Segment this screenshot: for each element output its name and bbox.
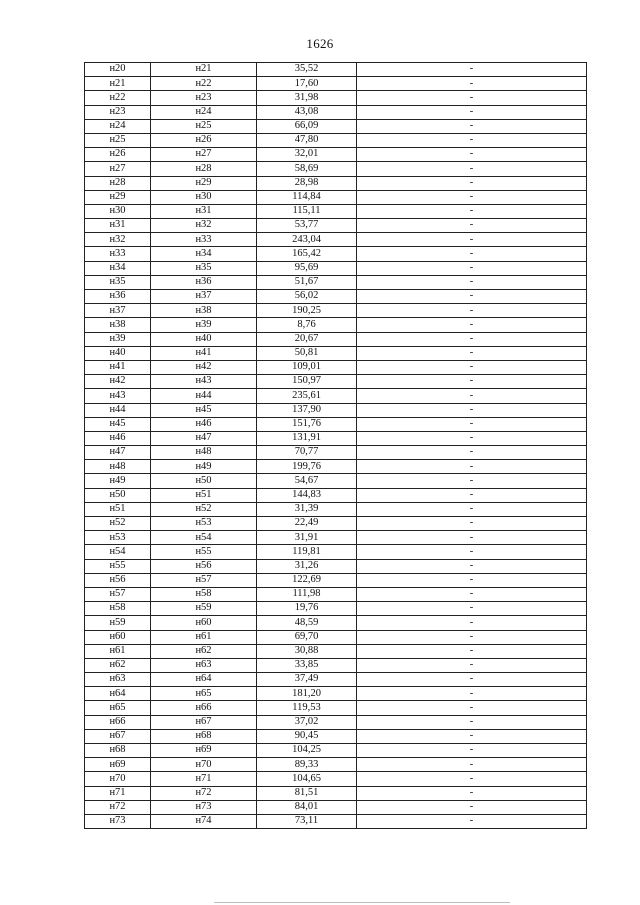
to-point-cell: н69	[151, 744, 257, 758]
table-row	[85, 431, 587, 445]
from-point-cell: н67	[85, 729, 151, 743]
from-point-cell: н59	[85, 616, 151, 630]
distance-cell: 119,81	[257, 545, 357, 559]
note-cell: -	[357, 488, 587, 502]
note-cell: -	[357, 545, 587, 559]
from-point-cell: н49	[85, 474, 151, 488]
from-point-cell: н34	[85, 261, 151, 275]
to-point-cell: н42	[151, 360, 257, 374]
to-point-cell: н71	[151, 772, 257, 786]
to-point-cell: н27	[151, 148, 257, 162]
to-point-cell: н56	[151, 559, 257, 573]
note-cell: -	[357, 531, 587, 545]
to-point-cell: н22	[151, 77, 257, 91]
distance-cell: 151,76	[257, 417, 357, 431]
distance-cell: 243,04	[257, 233, 357, 247]
from-point-cell: н69	[85, 758, 151, 772]
distance-cell: 150,97	[257, 375, 357, 389]
table-row	[85, 417, 587, 431]
from-point-cell: н46	[85, 431, 151, 445]
to-point-cell: н41	[151, 346, 257, 360]
note-cell: -	[357, 346, 587, 360]
distance-cell: 190,25	[257, 304, 357, 318]
distance-cell: 31,39	[257, 502, 357, 516]
from-point-cell: н70	[85, 772, 151, 786]
note-cell: -	[357, 616, 587, 630]
table-row	[85, 119, 587, 133]
page-bottom-mark	[214, 902, 510, 903]
to-point-cell: н51	[151, 488, 257, 502]
distance-cell: 37,49	[257, 673, 357, 687]
distance-cell: 104,25	[257, 744, 357, 758]
table-row	[85, 602, 587, 616]
distance-cell: 181,20	[257, 687, 357, 701]
table-row	[85, 517, 587, 531]
table-row	[85, 673, 587, 687]
from-point-cell: н36	[85, 290, 151, 304]
from-point-cell: н52	[85, 517, 151, 531]
table-row	[85, 233, 587, 247]
note-cell: -	[357, 304, 587, 318]
distance-cell: 50,81	[257, 346, 357, 360]
note-cell: -	[357, 658, 587, 672]
to-point-cell: н30	[151, 190, 257, 204]
note-cell: -	[357, 290, 587, 304]
to-point-cell: н66	[151, 701, 257, 715]
note-cell: -	[357, 517, 587, 531]
from-point-cell: н38	[85, 318, 151, 332]
table-row	[85, 644, 587, 658]
note-cell: -	[357, 729, 587, 743]
distance-cell: 84,01	[257, 800, 357, 814]
to-point-cell: н58	[151, 587, 257, 601]
from-point-cell: н71	[85, 786, 151, 800]
to-point-cell: н65	[151, 687, 257, 701]
to-point-cell: н26	[151, 133, 257, 147]
distance-cell: 19,76	[257, 602, 357, 616]
distance-cell: 111,98	[257, 587, 357, 601]
distance-cell: 47,80	[257, 133, 357, 147]
note-cell: -	[357, 744, 587, 758]
table-row	[85, 63, 587, 77]
table-row	[85, 800, 587, 814]
to-point-cell: н68	[151, 729, 257, 743]
from-point-cell: н68	[85, 744, 151, 758]
table-row	[85, 360, 587, 374]
note-cell: -	[357, 573, 587, 587]
from-point-cell: н62	[85, 658, 151, 672]
table-row	[85, 91, 587, 105]
distance-cell: 33,85	[257, 658, 357, 672]
distance-cell: 54,67	[257, 474, 357, 488]
note-cell: -	[357, 204, 587, 218]
table-row	[85, 729, 587, 743]
boundary-points-table	[84, 62, 587, 829]
from-point-cell: н25	[85, 133, 151, 147]
note-cell: -	[357, 275, 587, 289]
to-point-cell: н32	[151, 219, 257, 233]
table-row	[85, 474, 587, 488]
distance-cell: 37,02	[257, 715, 357, 729]
from-point-cell: н39	[85, 332, 151, 346]
note-cell: -	[357, 587, 587, 601]
from-point-cell: н54	[85, 545, 151, 559]
distance-cell: 199,76	[257, 460, 357, 474]
note-cell: -	[357, 502, 587, 516]
from-point-cell: н72	[85, 800, 151, 814]
note-cell: -	[357, 687, 587, 701]
distance-cell: 235,61	[257, 389, 357, 403]
from-point-cell: н73	[85, 814, 151, 828]
from-point-cell: н29	[85, 190, 151, 204]
table-row	[85, 403, 587, 417]
to-point-cell: н37	[151, 290, 257, 304]
table-row	[85, 502, 587, 516]
distance-cell: 144,83	[257, 488, 357, 502]
page-number: 1626	[306, 36, 334, 51]
distance-cell: 31,98	[257, 91, 357, 105]
note-cell: -	[357, 318, 587, 332]
table-row	[85, 219, 587, 233]
to-point-cell: н70	[151, 758, 257, 772]
note-cell: -	[357, 77, 587, 91]
to-point-cell: н74	[151, 814, 257, 828]
table-row	[85, 545, 587, 559]
distance-cell: 137,90	[257, 403, 357, 417]
note-cell: -	[357, 105, 587, 119]
note-cell: -	[357, 261, 587, 275]
note-cell: -	[357, 772, 587, 786]
to-point-cell: н28	[151, 162, 257, 176]
to-point-cell: н34	[151, 247, 257, 261]
table-row	[85, 290, 587, 304]
distance-cell: 95,69	[257, 261, 357, 275]
note-cell: -	[357, 219, 587, 233]
distance-cell: 104,65	[257, 772, 357, 786]
note-cell: -	[357, 148, 587, 162]
from-point-cell: н64	[85, 687, 151, 701]
table-row	[85, 148, 587, 162]
table-row	[85, 446, 587, 460]
distance-cell: 8,76	[257, 318, 357, 332]
table-row	[85, 758, 587, 772]
note-cell: -	[357, 758, 587, 772]
to-point-cell: н57	[151, 573, 257, 587]
table-row	[85, 559, 587, 573]
from-point-cell: н58	[85, 602, 151, 616]
distance-cell: 51,67	[257, 275, 357, 289]
note-cell: -	[357, 431, 587, 445]
distance-cell: 28,98	[257, 176, 357, 190]
table-row	[85, 573, 587, 587]
note-cell: -	[357, 63, 587, 77]
note-cell: -	[357, 332, 587, 346]
distance-cell: 53,77	[257, 219, 357, 233]
to-point-cell: н29	[151, 176, 257, 190]
table-row	[85, 587, 587, 601]
to-point-cell: н24	[151, 105, 257, 119]
note-cell: -	[357, 715, 587, 729]
to-point-cell: н46	[151, 417, 257, 431]
to-point-cell: н72	[151, 786, 257, 800]
distance-cell: 115,11	[257, 204, 357, 218]
distance-cell: 35,52	[257, 63, 357, 77]
from-point-cell: н60	[85, 630, 151, 644]
from-point-cell: н35	[85, 275, 151, 289]
note-cell: -	[357, 162, 587, 176]
from-point-cell: н48	[85, 460, 151, 474]
note-cell: -	[357, 644, 587, 658]
from-point-cell: н27	[85, 162, 151, 176]
distance-cell: 66,09	[257, 119, 357, 133]
to-point-cell: н60	[151, 616, 257, 630]
table-row	[85, 715, 587, 729]
distance-cell: 32,01	[257, 148, 357, 162]
to-point-cell: н31	[151, 204, 257, 218]
note-cell: -	[357, 176, 587, 190]
table-row	[85, 630, 587, 644]
table-row	[85, 814, 587, 828]
table-row	[85, 531, 587, 545]
from-point-cell: н26	[85, 148, 151, 162]
table-row	[85, 389, 587, 403]
note-cell: -	[357, 375, 587, 389]
table-row	[85, 701, 587, 715]
note-cell: -	[357, 701, 587, 715]
to-point-cell: н55	[151, 545, 257, 559]
distance-cell: 131,91	[257, 431, 357, 445]
table-row	[85, 658, 587, 672]
note-cell: -	[357, 403, 587, 417]
note-cell: -	[357, 360, 587, 374]
distance-cell: 114,84	[257, 190, 357, 204]
from-point-cell: н63	[85, 673, 151, 687]
distance-cell: 69,70	[257, 630, 357, 644]
note-cell: -	[357, 233, 587, 247]
note-cell: -	[357, 91, 587, 105]
table-row	[85, 105, 587, 119]
to-point-cell: н61	[151, 630, 257, 644]
table-row	[85, 247, 587, 261]
from-point-cell: н37	[85, 304, 151, 318]
distance-cell: 31,26	[257, 559, 357, 573]
from-point-cell: н55	[85, 559, 151, 573]
to-point-cell: н59	[151, 602, 257, 616]
from-point-cell: н32	[85, 233, 151, 247]
table-row	[85, 133, 587, 147]
distance-cell: 165,42	[257, 247, 357, 261]
distance-cell: 119,53	[257, 701, 357, 715]
table-row	[85, 687, 587, 701]
to-point-cell: н64	[151, 673, 257, 687]
to-point-cell: н33	[151, 233, 257, 247]
from-point-cell: н31	[85, 219, 151, 233]
to-point-cell: н49	[151, 460, 257, 474]
to-point-cell: н38	[151, 304, 257, 318]
to-point-cell: н40	[151, 332, 257, 346]
note-cell: -	[357, 119, 587, 133]
distance-cell: 89,33	[257, 758, 357, 772]
distance-cell: 48,59	[257, 616, 357, 630]
from-point-cell: н41	[85, 360, 151, 374]
to-point-cell: н48	[151, 446, 257, 460]
table-row	[85, 261, 587, 275]
distance-cell: 30,88	[257, 644, 357, 658]
to-point-cell: н23	[151, 91, 257, 105]
from-point-cell: н23	[85, 105, 151, 119]
to-point-cell: н36	[151, 275, 257, 289]
from-point-cell: н33	[85, 247, 151, 261]
table-row	[85, 460, 587, 474]
from-point-cell: н22	[85, 91, 151, 105]
from-point-cell: н66	[85, 715, 151, 729]
to-point-cell: н63	[151, 658, 257, 672]
note-cell: -	[357, 389, 587, 403]
to-point-cell: н52	[151, 502, 257, 516]
table-row	[85, 772, 587, 786]
to-point-cell: н39	[151, 318, 257, 332]
note-cell: -	[357, 786, 587, 800]
to-point-cell: н43	[151, 375, 257, 389]
from-point-cell: н30	[85, 204, 151, 218]
from-point-cell: н42	[85, 375, 151, 389]
distance-cell: 70,77	[257, 446, 357, 460]
table-row	[85, 744, 587, 758]
from-point-cell: н45	[85, 417, 151, 431]
table-row	[85, 77, 587, 91]
note-cell: -	[357, 800, 587, 814]
note-cell: -	[357, 460, 587, 474]
distance-cell: 43,08	[257, 105, 357, 119]
table-row	[85, 275, 587, 289]
note-cell: -	[357, 417, 587, 431]
table-row	[85, 176, 587, 190]
from-point-cell: н53	[85, 531, 151, 545]
from-point-cell: н61	[85, 644, 151, 658]
distance-cell: 81,51	[257, 786, 357, 800]
table-row	[85, 318, 587, 332]
note-cell: -	[357, 474, 587, 488]
note-cell: -	[357, 673, 587, 687]
distance-cell: 122,69	[257, 573, 357, 587]
table-row	[85, 304, 587, 318]
table-row	[85, 346, 587, 360]
distance-cell: 73,11	[257, 814, 357, 828]
to-point-cell: н62	[151, 644, 257, 658]
to-point-cell: н45	[151, 403, 257, 417]
from-point-cell: н43	[85, 389, 151, 403]
to-point-cell: н67	[151, 715, 257, 729]
to-point-cell: н50	[151, 474, 257, 488]
distance-cell: 109,01	[257, 360, 357, 374]
from-point-cell: н51	[85, 502, 151, 516]
note-cell: -	[357, 190, 587, 204]
distance-cell: 17,60	[257, 77, 357, 91]
distance-cell: 20,67	[257, 332, 357, 346]
note-cell: -	[357, 446, 587, 460]
to-point-cell: н54	[151, 531, 257, 545]
distance-cell: 22,49	[257, 517, 357, 531]
from-point-cell: н21	[85, 77, 151, 91]
to-point-cell: н21	[151, 63, 257, 77]
to-point-cell: н25	[151, 119, 257, 133]
to-point-cell: н53	[151, 517, 257, 531]
from-point-cell: н28	[85, 176, 151, 190]
distance-cell: 31,91	[257, 531, 357, 545]
from-point-cell: н50	[85, 488, 151, 502]
note-cell: -	[357, 602, 587, 616]
to-point-cell: н73	[151, 800, 257, 814]
distance-cell: 58,69	[257, 162, 357, 176]
from-point-cell: н65	[85, 701, 151, 715]
note-cell: -	[357, 559, 587, 573]
from-point-cell: н47	[85, 446, 151, 460]
distance-cell: 56,02	[257, 290, 357, 304]
table-row	[85, 786, 587, 800]
from-point-cell: н20	[85, 63, 151, 77]
from-point-cell: н57	[85, 587, 151, 601]
table-row	[85, 375, 587, 389]
table-row	[85, 332, 587, 346]
note-cell: -	[357, 247, 587, 261]
note-cell: -	[357, 133, 587, 147]
to-point-cell: н35	[151, 261, 257, 275]
table-row	[85, 162, 587, 176]
to-point-cell: н44	[151, 389, 257, 403]
table-row	[85, 488, 587, 502]
table-row	[85, 616, 587, 630]
table-row	[85, 190, 587, 204]
to-point-cell: н47	[151, 431, 257, 445]
distance-cell: 90,45	[257, 729, 357, 743]
note-cell: -	[357, 814, 587, 828]
from-point-cell: н56	[85, 573, 151, 587]
from-point-cell: н24	[85, 119, 151, 133]
table-row	[85, 204, 587, 218]
from-point-cell: н44	[85, 403, 151, 417]
note-cell: -	[357, 630, 587, 644]
table-body	[85, 63, 587, 829]
from-point-cell: н40	[85, 346, 151, 360]
